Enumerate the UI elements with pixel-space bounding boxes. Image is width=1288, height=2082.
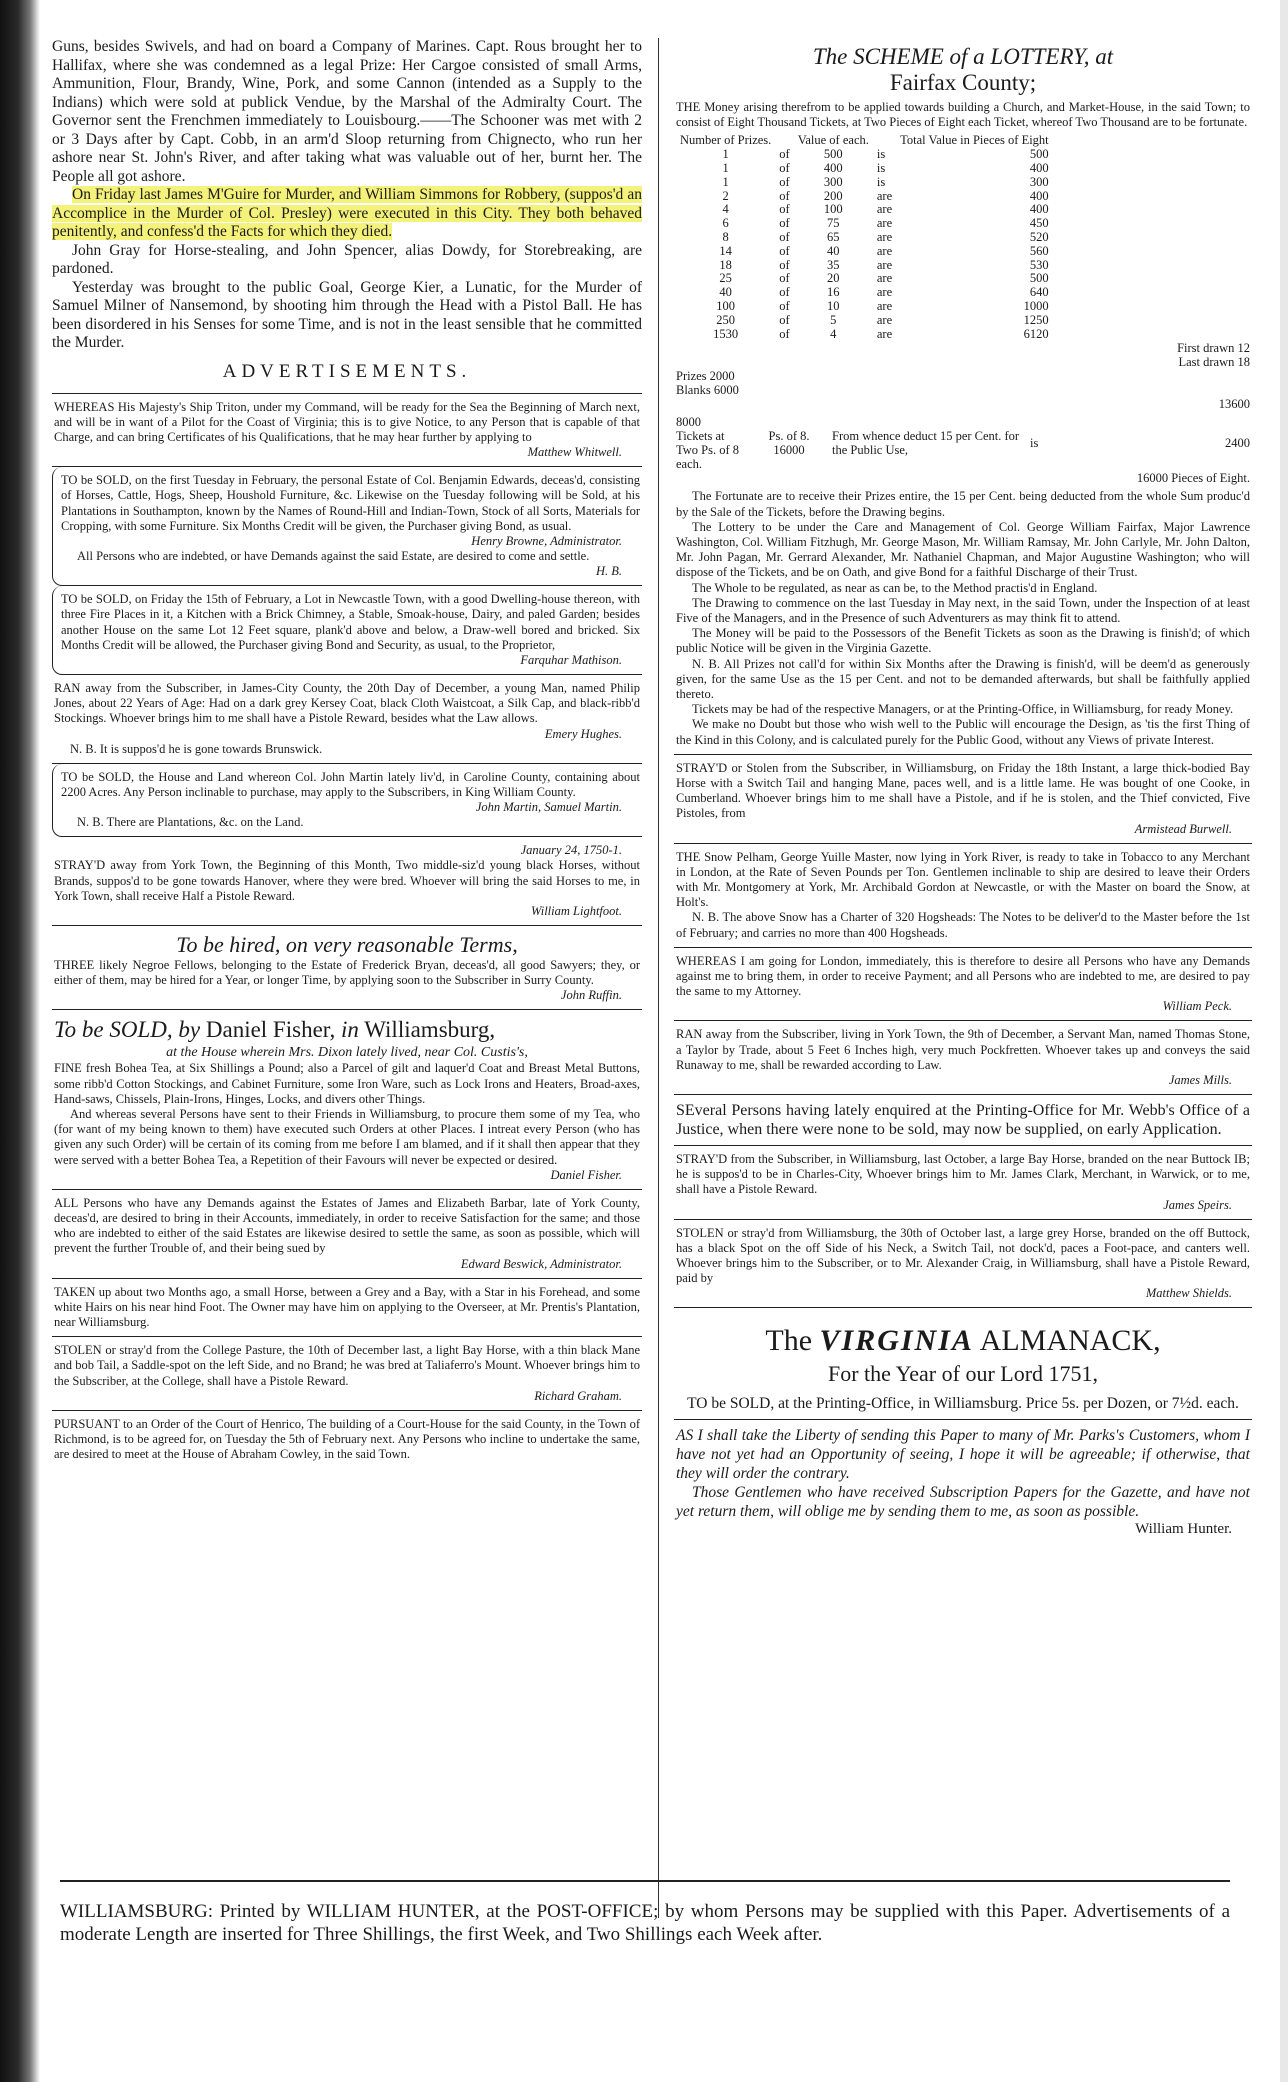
advertisement (52, 467, 642, 586)
lottery-rows (676, 148, 1053, 341)
table-cell: of (779, 271, 790, 286)
lottery-paragraph: The Fortunate are to receive their Prizes entire, the 15 per Cent. being deducted from the whole Sum produc'd by the Sale of the Tickets, before the Drawing begins. (676, 489, 1250, 519)
table-cell: 500 (823, 147, 843, 162)
table-cell: 500 (1029, 271, 1049, 286)
almanack-title-part: The (765, 1324, 813, 1358)
table-cell: 1000 (1023, 298, 1049, 313)
ad-text: THREE likely Negroe Fellows, belonging to the Estate of Frederick Bryan, deceas'd, all good Sawyers; they, or either of them, may be hired for a Year, or longer Time, by applying soon to the Subscriber in Surry County. (54, 957, 640, 988)
table-cell: 25 (719, 271, 732, 286)
ad-text: STRAY'D or Stolen from the Subscriber, in Williamsburg, on Friday the 18th Instant, a large thick-bodied Bay Horse with a Switch Tail and hanging Mane, paces well, and is a little lame. He was bought of one Cooke, in Cumberland. Whoever brings him to me shall have a Pistole, and if he is stolen, and the Thief convicted, Five Pistoles, from (676, 760, 1250, 821)
ad-note: All Persons who are indebted, or have Demands against the said Estate, are desired to come and settle. (77, 548, 590, 563)
ad-signature: H. B. (595, 564, 622, 579)
table-cell: of (779, 161, 790, 175)
almanack-subtitle: For the Year of our Lord 1751, (827, 1361, 1099, 1387)
advertisement (52, 837, 642, 926)
table-row (676, 259, 1053, 273)
lottery-paragraph: N. B. All Prizes not call'd for within Six Months after the Drawing is finish'd, will be deem'd as generously given, for the same Use as the 15 per Cent. and not to be demanded afterwards, but shall be faithfully applied thereto. (676, 656, 1250, 701)
lottery-summary (676, 341, 1250, 485)
table-header: Value of each. (797, 133, 869, 148)
ad-signature: Matthew Whitwell. (527, 445, 622, 460)
advertisement (52, 1010, 642, 1189)
table-cell: 1 (722, 147, 729, 162)
lottery-paragraph: The Lottery to be under the Care and Management of Col. George William Fairfax, Major Lawrence Washington, Col. William Fitzhugh, Mr. George Mason, Mr. William Ramsay, Mr. John Carlyle, Mr. John Dalton, Mr. John Pagan, Mr. Gerrard Alexander, Mr. Nathaniel Chapman, and Major Augustine Washington; who will dispose of the Tickets, and be on Oath, and give Bond for a faithful Discharge of their Trust. (676, 519, 1250, 580)
lottery-paragraph: Tickets may be had of the respective Managers, or at the Printing-Office, in Williamsburg, for ready Money. (692, 702, 1234, 717)
lottery-intro: THE Money arising therefrom to be applied towards building a Church, and Market-House, in the said Town; to consist of Eight Thousand Tickets, at Two Pieces of Eight each Ticket, whereof Two Thousand are to be fortunate. (676, 100, 1250, 130)
table-header: Number of Prizes. (680, 133, 772, 148)
table-cell: 300 (823, 174, 843, 189)
left-column (52, 38, 642, 1468)
lottery-title-tail: Fairfax County; (889, 70, 1037, 95)
advertisement (674, 1021, 1252, 1095)
table-row (676, 314, 1053, 328)
table-cell: 18 (719, 257, 732, 272)
table-cell: 100 (716, 298, 736, 313)
lottery-paragraph: The Money will be paid to the Possessors of the Benefit Tickets as soon as the Drawing is finish'd; of which public Notice will be given in the Virginia Gazette. (676, 626, 1250, 656)
ad-heading-part: by (178, 1017, 201, 1043)
table-cell: 250 (716, 312, 736, 327)
advertisement (52, 1279, 642, 1338)
ad-text: RAN away from the Subscriber, in James-City County, the 20th Day of December, a young Man, named Philip Jones, about 22 Years of Age: Had on a dark grey Kersey Coat, black Cloth Waistcoat, a Silk Cap, and black-ribb'd Stockings. Whoever brings him to me shall have a Pistole Reward, besides what the Law allows. (54, 680, 640, 726)
table-cell: of (779, 257, 790, 272)
table-cell: 1 (722, 161, 729, 175)
ad-text: TAKEN up about two Months ago, a small Horse, between a Grey and a Bay, with a Star in his Forehead, and some white Hairs on his near hind Foot. The Owner may have him on applying to the Overseer, at Mr. Prentis's Plantation, near Williamsburg. (54, 1284, 640, 1330)
advertisement (52, 1337, 642, 1411)
table-cell: of (779, 285, 790, 300)
table-cell: 40 (827, 243, 840, 258)
scan-right-edge (1280, 0, 1288, 2082)
table-cell: 100 (823, 202, 843, 217)
table-row (676, 148, 1053, 162)
table-cell: of (779, 312, 790, 327)
ad-text: TO be SOLD, the House and Land whereon Col. John Martin lately liv'd, in Caroline County, containing about 2200 Acres. Any Person inclinable to purchase, may apply to the Subscribers, in King William County. (61, 769, 640, 799)
ad-text: WHEREAS His Majesty's Ship Triton, under my Command, will be ready for the Sea the Beginning of March next, and will be in want of a Pilot for the Coast of Virginia; this is to give Notice, to any Person that is capable of that Charge, and can bring Certificates of his Qualifications, that he may hear further by applying to (54, 399, 640, 444)
lottery-subtotal: 13600 (1218, 397, 1250, 412)
advertisement (674, 755, 1252, 844)
table-cell: 1 (722, 174, 729, 189)
advertisement (52, 1411, 642, 1469)
table-row (676, 286, 1053, 300)
ad-text: TO be SOLD, on Friday the 15th of February, a Lot in Newcastle Town, with a good Dwelling-house thereon, with three Fire Places in it, a Kitchen with a Brick Chimney, a Stable, Smoak-house, Dairy, and paled Garden; besides another House on the same Lot 12 Feet square, plank'd above and below, a Draw-well bored and bricked. Six Months Credit will be allowed, the Purchaser giving Bond and Security, as usual, to the Proprietor, (61, 592, 640, 652)
table-cell: of (779, 202, 790, 217)
newspaper-page (52, 38, 1252, 2048)
table-cell: is (876, 147, 886, 162)
ad-text: STOLEN or stray'd from the College Pasture, the 10th of December last, a light Bay Horse, with a thin black Mane and bob Tail, a Saddle-spot on the left Side, and no Brand; he was bred at Taliaferro's Mount. Whoever brings him to the Subscriber, at the College, shall have a Pistole Reward. (54, 1343, 640, 1388)
table-row (676, 203, 1053, 217)
printer-colophon: WILLIAMSBURG: Printed by WILLIAM HUNTER, at the POST-OFFICE; by whom Persons may be supplied with this Paper. Advertisements of a moderate Length are inserted for Three Shillings, the first Week, and Two Shillings each Week after. (60, 1880, 1230, 1946)
lottery-prize-table (676, 134, 1053, 341)
tickets-price: Tickets at Two Ps. of 8 each. (676, 429, 740, 472)
table-cell: 300 (1029, 174, 1049, 189)
table-cell: 40 (719, 285, 732, 300)
table-cell: are (876, 216, 893, 231)
advertisement (52, 926, 642, 1010)
news-paragraph: Guns, besides Swivels, and had on board a Company of Marines. Capt. Rous brought her to Hallifax, where she was condemned as a legal Prize: Her Cargoe consisted of small Arms, Ammunition, Flour, Brandy, Wine, Pork, and some Cannon (intended as a Supply to the Indians) which were sold at publick Vendue, by the Marshal of the Admiralty Court. The Governor sent the Frenchmen immediately to Louisbourg.——The Schooner was met with 2 or 3 Days after by Capt. Cobb, in an arm'd Sloop returning from Chignecto, who run her ashore near St. John's River, and after taking what was valuable out of her, burnt her. The People all got ashore. (52, 38, 642, 185)
table-cell: 560 (1029, 243, 1049, 258)
table-row (676, 217, 1053, 231)
ad-text: RAN away from the Subscriber, living in York Town, the 9th of December, a Servant Man, named Thomas Stone, a Taylor by Trade, about 5 Feet 6 Inches high, very much Pockfretten. Whoever takes up and conveys the said Runaway to me, shall be rewarded according to Law. (676, 1027, 1250, 1072)
table-row (676, 190, 1053, 204)
ad-text: PURSUANT to an Order of the Court of Henrico, The building of a Court-House for the said County, in the Town of Richmond, is to be agreed for, on Tuesday the 5th of February next. Any Persons who incline to undertake the same, are desired to meet at the House of Abraham Cowley, in the said Town. (54, 1416, 640, 1462)
advertisement (52, 764, 642, 838)
ad-signature: Henry Browne, Administrator. (471, 533, 622, 548)
ad-signature: Matthew Shields. (1145, 1286, 1232, 1301)
table-cell: 8 (722, 229, 729, 244)
table-cell: 5 (830, 312, 837, 327)
ad-heading-part: Williamsburg, (364, 1017, 496, 1043)
advertisement (52, 675, 642, 764)
table-header: Total Value in Pieces of Eight (900, 133, 1049, 148)
ad-signature: Armistead Burwell. (1134, 821, 1232, 836)
lottery-paragraph: The Whole to be regulated, as near as can be, to the Method practis'd in England. (692, 580, 1098, 595)
deduction-text: From whence deduct 15 per Cent. for the Public Use, (832, 429, 1020, 458)
table-cell: is (876, 161, 886, 175)
ad-signature: John Ruffin. (560, 988, 622, 1003)
table-cell: of (779, 326, 790, 341)
ad-text: WHEREAS I am going for London, immediately, this is therefore to desire all Persons who have any Demands against me to bring them, in order to receive Payment; and all Persons who are indebted to me, are desired to pay the same to my Attorney. (676, 953, 1250, 999)
table-cell: are (876, 257, 893, 272)
lottery-deduction (676, 415, 1250, 471)
table-cell: of (779, 243, 790, 258)
ad-signature: Daniel Fisher. (550, 1167, 622, 1182)
table-cell: 4 (830, 326, 837, 341)
table-cell: 14 (719, 243, 732, 258)
last-drawn: Last drawn 18 (1178, 355, 1250, 370)
ad-signature: Emery Hughes. (544, 726, 622, 741)
pieces-value: 16000 (773, 443, 805, 458)
ad-note: N. B. The above Snow has a Charter of 320 Hogsheads: The Notes to be deliver'd to the Master before the 1st of February; and carries no more than 400 Hogsheads. (676, 910, 1250, 940)
lottery-title-main: The SCHEME of a LOTTERY, at (812, 44, 1114, 69)
table-cell: are (876, 312, 893, 327)
table-cell: are (876, 229, 893, 244)
publisher-notice (674, 1420, 1252, 1544)
ad-text: And whereas several Persons have sent to their Friends in Williamsburg, to procure them some of my Tea, who (for want of my being known to them) have executed such Orders at other Places. I intreat every Person (who has given any such Order) will be certain of its coming from me before I am blamed, and if it shall then appear that they were served with a better Bohea Tea, a Repetition of their Favours will never be expected or desired. (54, 1106, 640, 1167)
advertisements-heading: ADVERTISEMENTS. (222, 360, 472, 382)
lottery-total: 16000 Pieces of Eight. (1136, 471, 1250, 486)
column-divider (658, 38, 659, 1918)
table-cell: are (876, 298, 893, 313)
ad-signature: John Martin, Samuel Martin. (475, 800, 622, 815)
table-cell: 75 (827, 216, 840, 231)
table-cell: is (876, 174, 886, 189)
table-cell: 400 (823, 161, 843, 175)
advertisement (674, 948, 1252, 1022)
table-cell: of (779, 147, 790, 162)
prizes-count: Prizes 2000 (676, 369, 735, 384)
notice-text: Those Gentlemen who have received Subscription Papers for the Gazette, and have not yet return them, will oblige me by sending them to me, as soon as possible. (676, 1484, 1250, 1521)
ad-heading-part: To be SOLD, (54, 1017, 173, 1043)
table-cell: 500 (1029, 147, 1049, 162)
ad-text: STRAY'D away from York Town, the Beginning of this Month, Two middle-siz'd young black Horses, without Brands, suppos'd to be gone towards Hanover, where they were bred. Whoever will bring the said Horses to me, in York Town, shall receive Half a Pistole Reward. (54, 858, 640, 903)
table-cell: 35 (827, 257, 840, 272)
almanack-advertisement (674, 1308, 1252, 1420)
notice-text: AS I shall take the Liberty of sending this Paper to many of Mr. Parks's Customers, whom I have not yet had an Opportunity of seeing, I hope it will be agreeable; if otherwise, that they will order the contrary. (676, 1427, 1250, 1483)
highlighted-news-paragraph: On Friday last James M'Guire for Murder, and William Simmons for Robbery, (suppos'd an Accomplice in the Murder of Col. Presley) were executed in this City. They both behaved penitently, and confess'd the Facts for which they died. (52, 186, 642, 240)
table-cell: are (876, 202, 893, 217)
news-paragraph: John Gray for Horse-stealing, and John Spencer, alias Dowdy, for Storebreaking, are pardoned. (52, 241, 642, 277)
table-cell: are (876, 326, 893, 341)
table-row (676, 300, 1053, 314)
table-cell: are (876, 243, 893, 258)
table-cell: 520 (1029, 229, 1049, 244)
ad-signature: James Speirs. (1163, 1197, 1232, 1212)
advertisement (674, 1220, 1252, 1309)
table-cell: of (779, 216, 790, 231)
table-cell: 400 (1029, 202, 1049, 217)
deduction-value: 2400 (1225, 436, 1250, 451)
first-drawn: First drawn 12 (1177, 341, 1250, 356)
table-row (676, 231, 1053, 245)
table-cell: are (876, 285, 893, 300)
almanack-title-part: VIRGINIA (819, 1324, 974, 1358)
ad-text: ALL Persons who have any Demands against the Estates of James and Elizabeth Barbar, late of York County, deceas'd, are desired to bring in their Accounts, immediately, in order to receive Satisfaction for the same; and those who are indebted to either of the said Estates are likewise desired to settle the same, as soon as possible, which will prevent the further Trouble of, and their being sued by (54, 1195, 640, 1256)
table-cell: of (779, 229, 790, 244)
advertisement (52, 1190, 642, 1279)
table-cell: 200 (823, 188, 843, 203)
ad-signature: William Lightfoot. (531, 903, 622, 918)
table-cell: of (779, 188, 790, 203)
table-cell: are (876, 188, 893, 203)
table-cell: 400 (1029, 161, 1049, 175)
lottery-scheme (674, 38, 1252, 755)
table-cell: 400 (1029, 188, 1049, 203)
ad-signature: Richard Graham. (534, 1388, 622, 1403)
ad-heading: To be hired, on very reasonable Terms, (176, 931, 518, 957)
scan-binding-edge (0, 0, 40, 2082)
table-cell: 450 (1029, 216, 1049, 231)
blanks-count: Blanks 6000 (676, 383, 739, 398)
table-cell: are (876, 271, 893, 286)
ad-text: TO be SOLD, on the first Tuesday in February, the personal Estate of Col. Benjamin Edwards, deceas'd, consisting of Horses, Cattle, Hogs, Sheep, Houshold Furniture, &c. Likewise on the Tuesday following will be Sold, at his Plantations in Southampton, known by the Names of Round-Hill and Indian-Town, Stock of all Sorts, Materials for Cropping, with some Furniture. Six Months Credit will be given, the Purchaser giving Bond, as usual. (61, 473, 640, 533)
advertisement (52, 586, 642, 675)
ad-text: STRAY'D from the Subscriber, in Williamsburg, last October, a large Bay Horse, branded on the near Buttock IB; he is suppos'd to be in Charles-City, Whoever brings him to Mr. James Clark, Merchant, in Warwick, or to me, shall have a Pistole Reward. (676, 1152, 1250, 1197)
ad-text: SEveral Persons having lately enquired at the Printing-Office for Mr. Webb's Office of a Justice, when there were none to be sold, may now be supplied, on early Application. (676, 1102, 1250, 1139)
table-cell: 2 (722, 188, 729, 203)
table-cell: of (779, 174, 790, 189)
table-cell: 530 (1029, 257, 1049, 272)
tickets-count: 8000 (676, 415, 701, 430)
ad-heading-part: Daniel Fisher, (205, 1017, 336, 1043)
pieces-label: Ps. of 8. (768, 429, 810, 444)
ad-signature: James Mills. (1168, 1073, 1232, 1088)
table-cell: 20 (827, 271, 840, 286)
table-cell: 10 (827, 298, 840, 313)
ad-date: January 24, 1750-1. (520, 843, 622, 858)
table-cell: 640 (1029, 285, 1049, 300)
table-cell: 6 (722, 216, 729, 231)
table-cell: of (779, 298, 790, 313)
almanack-text: TO be SOLD, at the Printing-Office, in Williamsburg. Price 5s. per Dozen, or 7½d. each. (687, 1395, 1239, 1413)
table-cell: 1530 (713, 326, 739, 341)
ad-note: N. B. There are Plantations, &c. on the Land. (77, 815, 304, 830)
ad-note: N. B. It is suppos'd he is gone towards Brunswick. (70, 741, 323, 756)
almanack-title-part: ALMANACK, (979, 1324, 1161, 1358)
news-paragraph: Yesterday was brought to the public Goal, George Kier, a Lunatic, for the Murder of Samuel Milner of Nansemond, by shooting him through the Head with a Pistol Ball. He has been disordered in his Senses for some Time, and is not in the least sensible that he committed the Murder. (52, 278, 642, 351)
deduction-is: is (1030, 436, 1039, 451)
ad-subheading: at the House wherein Mrs. Dixon lately lived, near Col. Custis's, (166, 1045, 528, 1061)
table-row (676, 272, 1053, 286)
news-section (52, 38, 642, 394)
lottery-paragraph: The Drawing to commence on the last Tuesday in May next, in the said Town, under the Inspection of at least Five of the Managers, and in the Presence of such Adventurers as may think fit to attend. (676, 595, 1250, 625)
lottery-paragraph: We make no Doubt but those who wish well to the Public will encourage the Design, as 'tis the first Thing of the Kind in this Colony, and is calculated purely for the Public Good, without any Views of private Interest. (676, 717, 1250, 747)
ad-heading (54, 1016, 640, 1044)
table-cell: 1250 (1023, 312, 1049, 327)
advertisement (52, 394, 642, 468)
ad-signature: William Peck. (1162, 999, 1232, 1014)
table-cell: 16 (827, 285, 840, 300)
table-row (676, 162, 1053, 176)
notice-signature: William Hunter. (1135, 1521, 1232, 1538)
right-column (674, 38, 1252, 1544)
ad-heading-part: in (341, 1017, 359, 1043)
lottery-title (676, 44, 1250, 96)
advertisement (674, 1095, 1252, 1146)
table-row (676, 176, 1053, 190)
advertisement (674, 844, 1252, 948)
table-cell: 4 (722, 202, 729, 217)
table-row (676, 328, 1053, 342)
advertisement (674, 1146, 1252, 1220)
ad-signature: Edward Beswick, Administrator. (460, 1256, 622, 1271)
ad-text: FINE fresh Bohea Tea, at Six Shillings a Pound; also a Parcel of gilt and laquer'd Coat and Breast Metal Buttons, some ribb'd Cotton Stockings, and Cabinet Furniture, some Iron Ware, such as Lock Irons and Heaters, Broad-axes, Hand-saws, Chissels, Plain-Irons, Hinges, Locks, and divers other Things. (54, 1061, 640, 1106)
ad-text: THE Snow Pelham, George Yuille Master, now lying in York River, is ready to take in Tobacco to any Merchant in London, at the Rate of Seven Pounds per Ton. Gentlemen inclinable to ship are desired to leave their Orders with Mr. Montgomery at York, Mr. Archibald Gordon at Newcastle, or with the Master on board the Snow, at Holt's. (676, 849, 1250, 910)
ad-text: STOLEN or stray'd from Williamsburg, the 30th of October last, a large grey Horse, branded on the off Buttock, has a black Spot on the off Side of his Neck, a Switch Tail, not dock'd, paces a Foot-pace, and canters well. Whoever brings him to the Subscriber, or to Mr. Alexander Craig, in Williamsburg, shall have a Pistole Reward, paid by (676, 1225, 1250, 1286)
ad-signature: Farquhar Mathison. (520, 652, 622, 667)
table-cell: 65 (827, 229, 840, 244)
table-row (676, 245, 1053, 259)
table-cell: 6120 (1023, 326, 1049, 341)
almanack-title (676, 1322, 1250, 1360)
